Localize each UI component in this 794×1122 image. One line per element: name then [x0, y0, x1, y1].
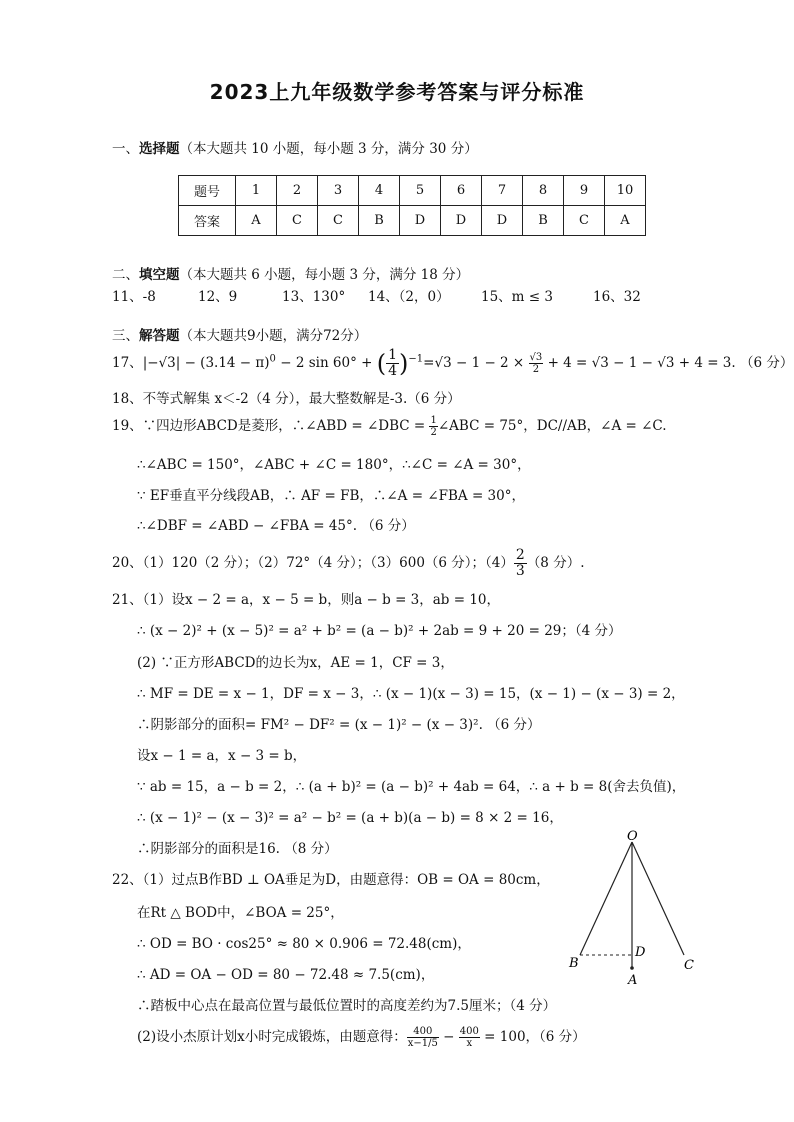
math-expression: 20、（1）120（2 分）；（2）72°（4 分）；（3）600（6 分）；（4）	[112, 555, 514, 571]
math-expression: ∠ABC = 75°，DC//AB，∠A = ∠C.	[437, 418, 667, 434]
segment-ob	[580, 842, 632, 955]
paren: (	[376, 349, 387, 378]
denominator: x	[466, 1038, 473, 1049]
section-name: 填空题	[139, 267, 180, 283]
numerator: 2	[515, 547, 525, 563]
question-21-line-5: ∴阴影部分的面积= FM² − DF² = (x − 1)² − (x − 3)². （6 分）	[137, 717, 541, 733]
fraction	[514, 548, 527, 579]
exponent: −1	[408, 353, 424, 365]
question-21-line-6: 设x − 1 = a，x − 3 = b，	[137, 748, 307, 764]
section-number: 二、	[112, 267, 139, 283]
paren: )	[399, 349, 409, 378]
point-a	[630, 966, 634, 970]
math-expression: − 2 sin 60° +	[275, 355, 377, 371]
numerator: 400	[407, 1026, 439, 1038]
denominator: x−1/5	[407, 1038, 438, 1049]
table-cell: A	[236, 206, 277, 236]
math-expression: 19、∵四边形ABCD是菱形，∴∠ABD = ∠DBC =	[112, 418, 430, 434]
fill-answer-13: 13、130°	[282, 289, 346, 305]
numerator: 400	[459, 1026, 479, 1037]
math-expression: =√3 − 1 − 2 ×	[423, 355, 529, 371]
table-cell: 8	[523, 176, 564, 206]
table-cell: 4	[359, 176, 400, 206]
table-row	[179, 206, 646, 236]
fill-answer-11: 11、-8	[112, 289, 156, 305]
numerator: √3	[529, 352, 543, 363]
page-title: 2023上九年级数学参考答案与评分标准	[209, 80, 585, 104]
section-note: （本大题共 6 小题，每小题 3 分，满分 18 分）	[179, 267, 470, 283]
table-cell: A	[605, 206, 646, 236]
segment-oc	[632, 842, 684, 955]
question-21-line-8: ∴ (x − 1)² − (x − 3)² = a² − b² = (a + b)(a − b) = 8 × 2 = 16，	[137, 810, 563, 826]
geometry-figure	[560, 830, 710, 990]
table-cell: C	[277, 206, 318, 236]
table-cell: 9	[564, 176, 605, 206]
question-19-line-3: ∵ EF垂直平分线段AB，∴ AF = FB，∴∠A = ∠FBA = 30°，	[137, 488, 525, 504]
section-solve-heading	[112, 324, 367, 344]
math-expression: (2)设小杰原计划x小时完成锻炼，由题意得：	[137, 1029, 407, 1045]
question-21-line-7: ∵ ab = 15，a − b = 2，∴ (a + b)² = (a − b)² + 4ab = 64，∴ a + b = 8(舍去负值)，	[137, 779, 686, 795]
section-name: 解答题	[139, 328, 180, 344]
table-cell: D	[482, 206, 523, 236]
question-19-line-1	[112, 414, 667, 438]
table-cell: D	[400, 206, 441, 236]
table-cell: D	[441, 206, 482, 236]
question-21-line-2: ∴ (x − 2)² + (x − 5)² = a² + b² = (a − b)² + 2ab = 9 + 20 = 29；（4 分）	[137, 623, 622, 639]
fill-answer-14: 14、（2，0）	[368, 289, 450, 305]
denominator: 4	[388, 363, 398, 379]
math-expression: |−√3| − (3.14 − π)	[142, 355, 270, 371]
math-expression: （8 分）.	[526, 555, 585, 571]
section-note: （本大题共 10 小题，每小题 3 分，满分 30 分）	[179, 141, 478, 157]
question-19-line-4: ∴∠DBF = ∠ABD − ∠FBA = 45°. （6 分）	[137, 518, 415, 534]
question-21-line-9: ∴阴影部分的面积是16. （8 分）	[137, 841, 338, 857]
table-cell: 10	[605, 176, 646, 206]
table-cell: C	[564, 206, 605, 236]
table-cell: 5	[400, 176, 441, 206]
table-row	[179, 176, 646, 206]
fill-answer-12: 12、9	[198, 289, 238, 305]
question-22-line-6	[137, 1025, 586, 1049]
section-fill-heading	[112, 263, 469, 283]
question-21-line-3: (2) ∵正方形ABCD的边长为x，AE = 1，CF = 3，	[137, 655, 454, 671]
section-choice-heading	[112, 137, 478, 157]
question-label: 17、	[112, 355, 143, 371]
question-21-line-1: 21、（1）设x − 2 = a，x − 5 = b，则a − b = 3，ab = 10，	[112, 592, 501, 608]
table-cell: 3	[318, 176, 359, 206]
table-cell: 7	[482, 176, 523, 206]
fill-answer-16: 16、32	[593, 289, 641, 305]
question-22-line-1: 22、（1）过点B作BD ⊥ OA垂足为D，由题意得：OB = OA = 80cm，	[112, 872, 550, 888]
table-cell: C	[318, 206, 359, 236]
question-17	[112, 348, 793, 379]
fill-answer-15: 15、m ≤ 3	[481, 289, 553, 305]
question-22-line-4: ∴ AD = OA − OD = 80 − 72.48 ≈ 7.5(cm)，	[137, 967, 435, 983]
section-note: （本大题共9小题，满分72分）	[179, 328, 368, 344]
denominator: 3	[515, 563, 525, 579]
label-b: B	[569, 956, 579, 971]
label-d: D	[635, 945, 646, 960]
question-20	[112, 548, 584, 579]
fraction	[386, 348, 399, 379]
question-21-line-4: ∴ MF = DE = x − 1，DF = x − 3，∴ (x − 1)(x − 3) = 15，(x − 1) − (x − 3) = 2，	[137, 686, 685, 702]
section-number: 一、	[112, 141, 139, 157]
fraction	[429, 415, 437, 438]
numerator: 1	[430, 415, 437, 426]
fraction	[459, 1026, 480, 1049]
question-22-line-3: ∴ OD = BO · cos25° ≈ 80 × 0.906 = 72.48(cm)，	[137, 936, 471, 952]
denominator: 2	[532, 364, 540, 375]
table-header-cell: 答案	[179, 206, 236, 236]
table-cell: B	[359, 206, 400, 236]
math-expression: + 4 = √3 − 1 − √3 + 4 = 3. （6 分）	[543, 355, 794, 371]
table-header-cell: 题号	[179, 176, 236, 206]
question-19-line-2: ∴∠ABC = 150°，∠ABC + ∠C = 180°，∴∠C = ∠A = 30°，	[137, 457, 531, 473]
fraction	[407, 1026, 439, 1049]
fraction	[529, 352, 544, 375]
label-a: A	[628, 973, 638, 988]
answer-table	[178, 175, 646, 236]
math-expression: −	[438, 1029, 459, 1045]
table-cell: 2	[277, 176, 318, 206]
table-cell: 6	[441, 176, 482, 206]
question-18: 18、不等式解集 x＜-2（4 分），最大整数解是-3.（6 分）	[112, 391, 461, 407]
question-22-line-5: ∴踏板中心点在最高位置与最低位置时的高度差约为7.5厘米；（4 分）	[137, 998, 557, 1014]
table-cell: 1	[236, 176, 277, 206]
exponent: 0	[269, 353, 276, 365]
denominator: 2	[430, 427, 437, 438]
section-number: 三、	[112, 328, 139, 344]
label-o: O	[627, 830, 638, 844]
label-c: C	[684, 958, 694, 973]
math-expression: = 100，（6 分）	[479, 1029, 586, 1045]
question-22-line-2: 在Rt △ BOD中，∠BOA = 25°，	[137, 905, 344, 921]
numerator: 1	[388, 347, 398, 363]
section-name: 选择题	[139, 141, 180, 157]
table-cell: B	[523, 206, 564, 236]
